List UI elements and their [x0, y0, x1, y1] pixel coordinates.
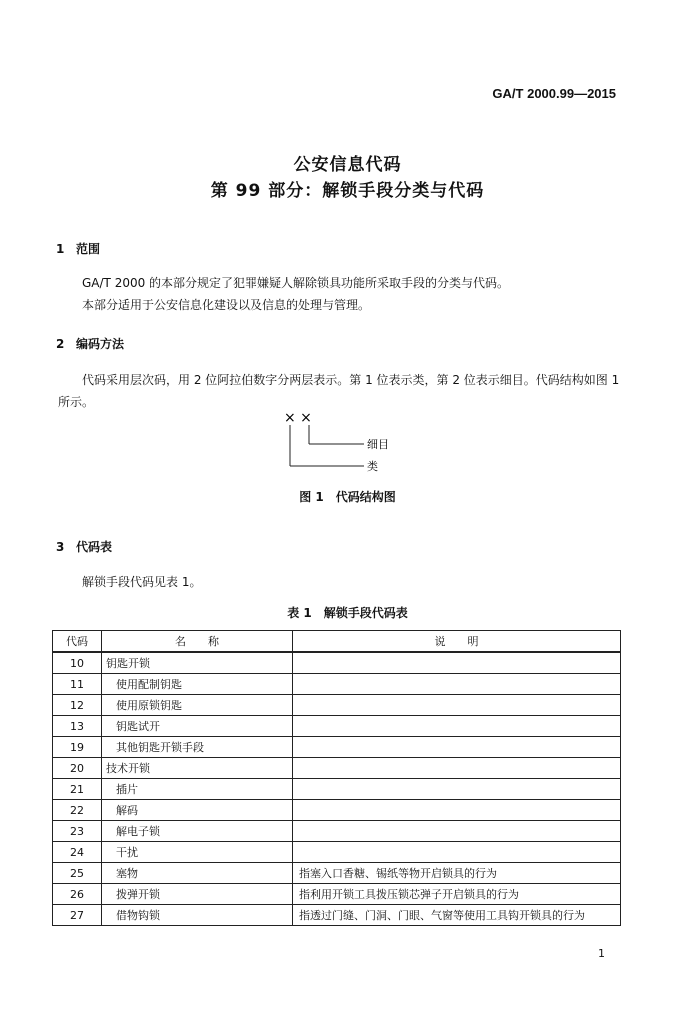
column-header-code: 代码	[53, 631, 102, 653]
page-number: 1	[598, 947, 605, 960]
unlock-method-code-table	[52, 630, 621, 926]
cell-code: 27	[53, 905, 102, 926]
cell-description	[293, 695, 621, 716]
cell-code: 12	[53, 695, 102, 716]
cell-code: 25	[53, 863, 102, 884]
cell-description	[293, 652, 621, 674]
table-row	[53, 674, 621, 695]
cell-code: 24	[53, 842, 102, 863]
cell-name: 干扰	[102, 842, 293, 863]
table-row	[53, 695, 621, 716]
column-header-description: 说 明	[293, 631, 621, 653]
table-row	[53, 652, 621, 674]
table-row	[53, 758, 621, 779]
cell-name: 使用配制钥匙	[102, 674, 293, 695]
cell-name: 技术开锁	[102, 758, 293, 779]
figure-caption: 图 1 代码结构图	[299, 490, 396, 504]
section-title: 代码表	[76, 540, 113, 554]
paragraph: GA/T 2000 的本部分规定了犯罪嫌疑人解除锁具功能所采取手段的分类与代码。	[82, 276, 510, 290]
section-number: 1	[56, 242, 65, 256]
table-caption: 表 1 解锁手段代码表	[287, 606, 408, 620]
document-subtitle: 第 99 部分：解锁手段分类与代码	[210, 181, 485, 201]
table-row	[53, 716, 621, 737]
table-row	[53, 779, 621, 800]
cell-name: 借物钩锁	[102, 905, 293, 926]
cell-code: 22	[53, 800, 102, 821]
section-title: 编码方法	[76, 337, 125, 351]
paragraph: 本部分适用于公安信息化建设以及信息的处理与管理。	[82, 298, 371, 312]
cell-name: 解电子锁	[102, 821, 293, 842]
code-structure-diagram	[278, 408, 408, 478]
cell-code: 19	[53, 737, 102, 758]
cell-description	[293, 737, 621, 758]
cell-name: 钥匙开锁	[102, 652, 293, 674]
section-heading-scope	[56, 240, 100, 257]
cell-code: 20	[53, 758, 102, 779]
table-row	[53, 884, 621, 905]
cell-description	[293, 674, 621, 695]
cell-description: 指利用开锁工具拨压锁芯弹子开启锁具的行为	[293, 884, 621, 905]
cell-description	[293, 842, 621, 863]
cell-description	[293, 758, 621, 779]
section-heading-code-table	[56, 538, 112, 555]
cell-name: 塞物	[102, 863, 293, 884]
section-title: 范围	[76, 242, 101, 256]
cell-description: 指塞入口香糖、锡纸等物开启锁具的行为	[293, 863, 621, 884]
cell-name: 钥匙试开	[102, 716, 293, 737]
cell-description	[293, 821, 621, 842]
cell-code: 13	[53, 716, 102, 737]
section-heading-coding-method	[56, 335, 124, 352]
code-placeholder-symbols: × ×	[284, 410, 312, 426]
cell-name: 使用原锁钥匙	[102, 695, 293, 716]
cell-code: 26	[53, 884, 102, 905]
document-title: 公安信息代码	[293, 155, 402, 175]
cell-name: 插片	[102, 779, 293, 800]
section-number: 3	[56, 540, 65, 554]
cell-code: 21	[53, 779, 102, 800]
cell-description	[293, 800, 621, 821]
standard-number: GA/T 2000.99—2015	[492, 86, 616, 101]
table-row	[53, 863, 621, 884]
cell-code: 10	[53, 652, 102, 674]
section-number: 2	[56, 337, 65, 351]
cell-name: 解码	[102, 800, 293, 821]
cell-description	[293, 716, 621, 737]
label-subcategory: 细目	[367, 438, 389, 451]
cell-code: 11	[53, 674, 102, 695]
table-row	[53, 737, 621, 758]
cell-description: 指透过门缝、门洞、门眼、气窗等使用工具钩开锁具的行为	[293, 905, 621, 926]
table-row	[53, 821, 621, 842]
table-body	[53, 652, 621, 926]
cell-name: 其他钥匙开锁手段	[102, 737, 293, 758]
table-row	[53, 800, 621, 821]
paragraph: 解锁手段代码见表 1。	[82, 575, 202, 589]
cell-description	[293, 779, 621, 800]
label-class: 类	[367, 460, 378, 473]
table-row	[53, 842, 621, 863]
cell-name: 拨弹开锁	[102, 884, 293, 905]
column-header-name: 名 称	[102, 631, 293, 653]
table-row	[53, 905, 621, 926]
cell-code: 23	[53, 821, 102, 842]
table-header-row	[53, 631, 621, 653]
paragraph: 代码采用层次码，用 2 位阿拉伯数字分两层表示。第 1 位表示类，第 2 位表示细目。代码结构如图 1 所示。	[58, 373, 620, 409]
